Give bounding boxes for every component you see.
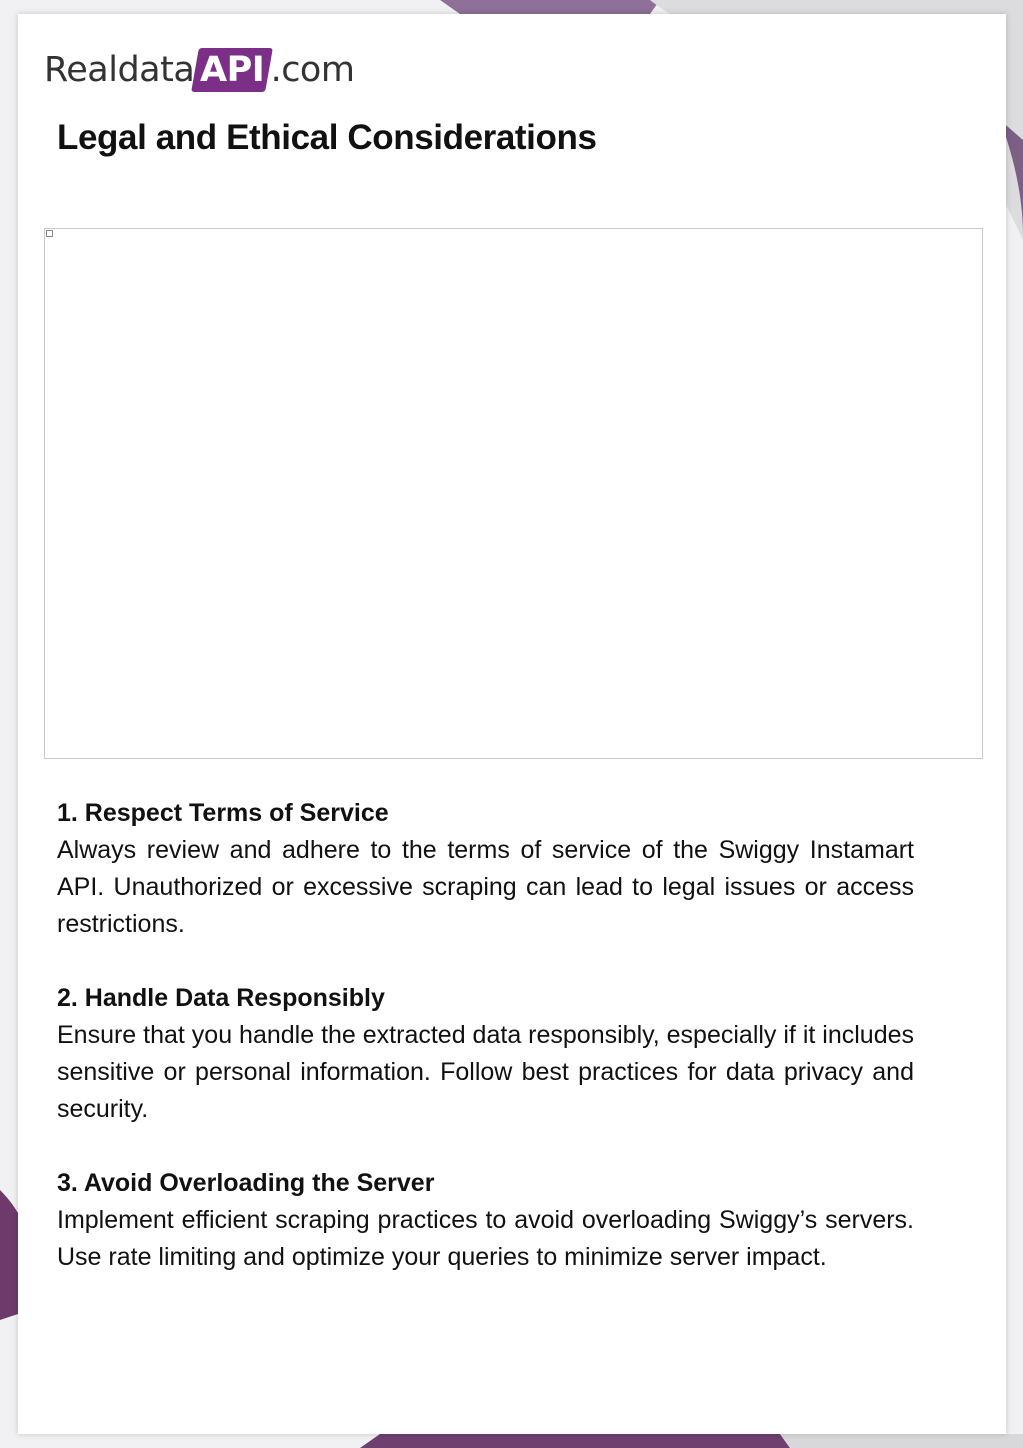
logo-api-text: API xyxy=(200,50,265,90)
logo-suffix: .com xyxy=(270,50,355,90)
section-body: Always review and adhere to the terms of service of the Swiggy Instamart API. Unauthorized or excessive scraping can lead to legal issues or access restrictions. xyxy=(57,836,914,938)
section-heading: 1. Respect Terms of Service xyxy=(57,799,389,827)
section-handle-data xyxy=(57,980,914,1128)
document-page xyxy=(18,14,1006,1434)
section-heading: 2. Handle Data Responsibly xyxy=(57,984,385,1012)
logo-prefix: Realdata xyxy=(44,50,195,90)
page-title: Legal and Ethical Considerations xyxy=(57,118,597,157)
content xyxy=(57,795,914,1313)
broken-image-icon xyxy=(46,230,53,237)
section-terms-of-service xyxy=(57,795,914,943)
section-heading: 3. Avoid Overloading the Server xyxy=(57,1169,435,1197)
section-body: Implement efficient scraping practices to avoid overloading Swiggy’s servers. Use rate limiting and optimize your queries to minimize server impact. xyxy=(57,1206,914,1271)
logo xyxy=(44,40,354,100)
section-avoid-overloading xyxy=(57,1165,914,1276)
image-placeholder xyxy=(44,228,983,759)
logo-api-badge xyxy=(191,48,273,92)
section-body: Ensure that you handle the extracted data responsibly, especially if it includes sensitive or personal information. Follow best practices for data privacy and security. xyxy=(57,1021,914,1123)
